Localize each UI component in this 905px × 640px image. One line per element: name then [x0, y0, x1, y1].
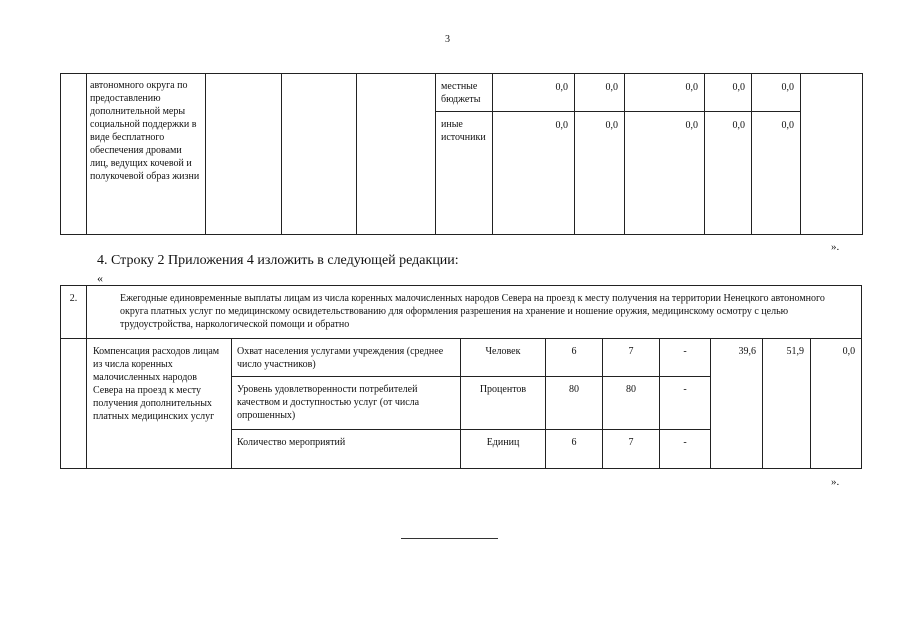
indicator-value: -: [660, 339, 711, 377]
amount-cell: 0,0: [625, 112, 705, 235]
indicator-value: 7: [603, 430, 660, 469]
indicator-unit: Процентов: [461, 377, 546, 430]
amount-cell: 0,0: [752, 74, 801, 112]
amount-cell: 0,0: [705, 112, 752, 235]
amount-cell: 0,0: [493, 74, 575, 112]
compensation-description: Компенсация расходов лицам из числа коренных малочисленных народов Севера на проезд к месту получения дополнительных платных медицинских услуг: [87, 339, 232, 469]
measure-description: автономного округа по предоставлению дополнительной меры социальной поддержки в виде бесплатного обеспечения дровами лиц, ведущих кочевой и полукочевой образ жизни: [87, 74, 206, 235]
closing-quote: ».: [831, 241, 840, 253]
opening-quote: «: [97, 271, 103, 285]
amount-cell: 0,0: [625, 74, 705, 112]
page-number: 3: [445, 34, 450, 45]
row-number: 2.: [61, 286, 87, 339]
indicator-name: Количество мероприятий: [232, 430, 461, 469]
indicator-value: 80: [546, 377, 603, 430]
closing-quote: ».: [831, 476, 840, 488]
indicator-value: 6: [546, 339, 603, 377]
indicator-value: -: [660, 430, 711, 469]
amount-cell: 0,0: [575, 112, 625, 235]
empty-cell: [61, 74, 87, 235]
amount-cell: 0,0: [752, 112, 801, 235]
indicator-unit: Человек: [461, 339, 546, 377]
empty-cell: [801, 74, 863, 235]
funding-source: иные источники: [436, 112, 493, 235]
indicator-unit: Единиц: [461, 430, 546, 469]
finance-value: 39,6: [711, 339, 763, 469]
empty-cell: [206, 74, 282, 235]
empty-cell: [61, 339, 87, 469]
indicator-name: Уровень удовлетворенности потребителей качеством и доступностью услуг (от числа опрошенных): [232, 377, 461, 430]
amount-cell: 0,0: [493, 112, 575, 235]
empty-cell: [357, 74, 436, 235]
measure-title: Ежегодные единовременные выплаты лицам из числа коренных малочисленных народов Севера на проезд к месту получения на территории Ненецкого автономного округа платных услуг по медицинскому освидетельствованию для оформления разрешения на хранение и ношение оружия, медицинскому осмотру с целью трудоустройства, наркологической помощи и обратно: [87, 286, 862, 339]
amendment-table: [60, 285, 862, 469]
amendment-heading: 4. Строку 2 Приложения 4 изложить в следующей редакции:: [97, 253, 459, 268]
funding-source: местные бюджеты: [436, 74, 493, 112]
continuation-table: [60, 73, 863, 235]
amount-cell: 0,0: [705, 74, 752, 112]
indicator-value: 80: [603, 377, 660, 430]
end-divider: [401, 538, 498, 539]
amount-cell: 0,0: [575, 74, 625, 112]
indicator-value: -: [660, 377, 711, 430]
indicator-name: Охват населения услугами учреждения (среднее число участников): [232, 339, 461, 377]
indicator-value: 6: [546, 430, 603, 469]
empty-cell: [282, 74, 357, 235]
indicator-value: 7: [603, 339, 660, 377]
finance-value: 51,9: [763, 339, 811, 469]
finance-value: 0,0: [811, 339, 862, 469]
